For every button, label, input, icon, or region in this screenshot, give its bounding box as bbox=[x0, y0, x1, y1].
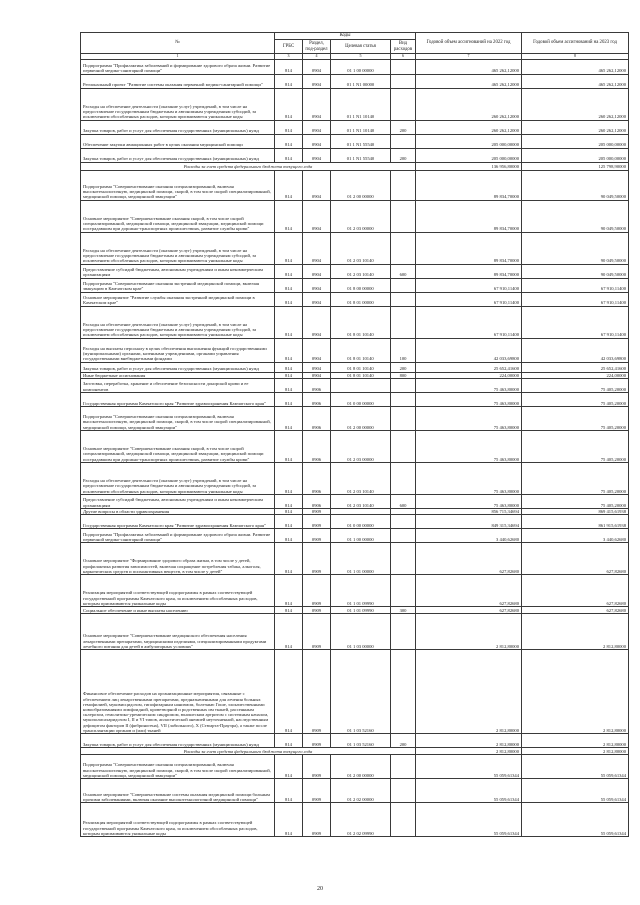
row-amount-2023: 3 440,62680 bbox=[522, 529, 629, 543]
row-target-article: 01 8 01 00000 bbox=[331, 292, 391, 306]
row-razdel: 0909 bbox=[303, 607, 331, 614]
row-name: Основное мероприятие "Совершенствование оказания скорой, в том числе скорой специализированной, медицинской помощи, медицинской эвакуации, медицинской помощи пострадавшим при дорожно-транспортных происшествиях, развитие службы крови" bbox=[81, 200, 275, 232]
row-expense-type bbox=[391, 430, 416, 462]
row-razdel: 0909 bbox=[303, 543, 331, 575]
row-expense-type bbox=[391, 650, 416, 734]
row-expense-type bbox=[391, 74, 416, 88]
row-target-article: 01 1 N1 00000 bbox=[331, 74, 391, 88]
row-grbs: 814 bbox=[275, 779, 303, 803]
row-expense-type bbox=[391, 378, 416, 392]
row-amount-2022: 2 812,80000 bbox=[416, 748, 522, 755]
budget-table bbox=[80, 32, 629, 837]
row-razdel: 0906 bbox=[303, 406, 331, 430]
header-grbs: ГРБС bbox=[275, 40, 303, 54]
row-amount-2023: 224,00000 bbox=[522, 372, 629, 378]
row-razdel: 0906 bbox=[303, 430, 331, 462]
row-amount-2023: 75 405,20000 bbox=[522, 378, 629, 392]
row-amount-2022: 205 000,00000 bbox=[416, 148, 522, 162]
row-expense-type: 200 bbox=[391, 734, 416, 748]
row-amount-2023: 75 405,20000 bbox=[522, 462, 629, 494]
row-amount-2022: 55 059,61344 bbox=[416, 779, 522, 803]
row-amount-2022: 260 262,12000 bbox=[416, 120, 522, 134]
row-name: Закупка товаров, работ и услуг для обеспечения государственных (муниципальных) нужд bbox=[81, 120, 275, 134]
row-name: Расходы на выплаты персоналу в целях обеспечения выполнения функций государственными (муниципальными) органами, казенными учреждениями, органами управления государственными внебюджетными фондами bbox=[81, 338, 275, 362]
row-target-article: 01 1 N1 55540 bbox=[331, 134, 391, 148]
row-name: Обеспечение закупки авиационных работ в целях оказания медицинской помощи bbox=[81, 134, 275, 148]
row-target-article: 01 2 03 10140 bbox=[331, 462, 391, 494]
row-target-article: 01 2 03 10140 bbox=[331, 232, 391, 264]
row-target-article: 01 8 01 10140 bbox=[331, 306, 391, 338]
table-body bbox=[81, 59, 629, 836]
row-grbs: 814 bbox=[275, 292, 303, 306]
row-target-article: 01 2 00 00000 bbox=[331, 170, 391, 200]
row-amount-2022: 465 262,12000 bbox=[416, 59, 522, 74]
row-expense-type bbox=[391, 515, 416, 529]
row-grbs: 814 bbox=[275, 74, 303, 88]
row-target-article: 01 1 N1 10140 bbox=[331, 88, 391, 120]
table-row bbox=[81, 170, 629, 200]
row-amount-2022: 75 463,80000 bbox=[416, 430, 522, 462]
table-row bbox=[81, 515, 629, 529]
row-amount-2022: 55 059,61344 bbox=[416, 755, 522, 779]
row-target-article: 01 2 02 00000 bbox=[331, 779, 391, 803]
row-name: Заготовка, переработка, хранение и обеспечение безопасности донорской крови и ее компонентов bbox=[81, 378, 275, 392]
table-row bbox=[81, 755, 629, 779]
row-grbs: 814 bbox=[275, 338, 303, 362]
row-amount-2022: 856 715,34694 bbox=[416, 508, 522, 514]
row-target-article: 01 1 01 09990 bbox=[331, 607, 391, 614]
row-razdel: 0904 bbox=[303, 278, 331, 292]
header-name: № bbox=[81, 33, 275, 54]
row-name: Подпрограмма "Профилактика заболеваний и формирование здорового образа жизни. Развитие первичной медико-санитарной помощи" bbox=[81, 59, 275, 74]
row-amount-2022: 627,82680 bbox=[416, 607, 522, 614]
row-grbs: 814 bbox=[275, 88, 303, 120]
row-grbs: 814 bbox=[275, 734, 303, 748]
table-row bbox=[81, 650, 629, 734]
row-target-article: 01 0 00 00000 bbox=[331, 515, 391, 529]
row-razdel: 0904 bbox=[303, 200, 331, 232]
row-name: Основное мероприятие "Формирование здорового образа жизни, в том числе у детей, профилактика развития зависимостей, включая сокращение потребления табака, алкоголя, наркотических средств и психоактивных веществ, в том числе у детей" bbox=[81, 543, 275, 575]
row-amount-2023: 627,82680 bbox=[522, 543, 629, 575]
table-row bbox=[81, 803, 629, 837]
row-target-article: 01 1 03 52160 bbox=[331, 734, 391, 748]
row-razdel: 0909 bbox=[303, 803, 331, 837]
table-row bbox=[81, 264, 629, 278]
row-amount-2023: 42 033,69800 bbox=[522, 338, 629, 362]
row-target-article: 01 2 00 00000 bbox=[331, 755, 391, 779]
row-expense-type: 600 bbox=[391, 264, 416, 278]
row-grbs: 814 bbox=[275, 650, 303, 734]
row-amount-2023: 627,82680 bbox=[522, 575, 629, 607]
row-amount-2023: 205 000,00000 bbox=[522, 148, 629, 162]
row-razdel: 0909 bbox=[303, 508, 331, 514]
row-grbs: 814 bbox=[275, 462, 303, 494]
row-expense-type bbox=[391, 232, 416, 264]
row-amount-2022: 205 000,00000 bbox=[416, 134, 522, 148]
table-row bbox=[81, 430, 629, 462]
row-target-article bbox=[331, 378, 391, 392]
funding-source-row bbox=[81, 162, 629, 170]
column-number: 7 bbox=[416, 54, 522, 60]
row-amount-2023: 90 049,50000 bbox=[522, 200, 629, 232]
row-amount-2022: 3 440,62680 bbox=[416, 529, 522, 543]
row-amount-2022: 627,82680 bbox=[416, 575, 522, 607]
row-razdel: 0904 bbox=[303, 292, 331, 306]
row-razdel: 0909 bbox=[303, 734, 331, 748]
row-expense-type: 100 bbox=[391, 338, 416, 362]
table-row bbox=[81, 232, 629, 264]
row-amount-2022: 2 812,80000 bbox=[416, 650, 522, 734]
row-razdel: 0904 bbox=[303, 59, 331, 74]
row-amount-2022: 89 834,70000 bbox=[416, 170, 522, 200]
row-razdel: 0909 bbox=[303, 529, 331, 543]
row-razdel: 0906 bbox=[303, 494, 331, 508]
row-name: Основное мероприятие "Совершенствование медицинского обеспечения населения лекарственными препаратами, медицинскими изделиями, специализированными продуктами лечебного питания для детей в амбулаторных условиях" bbox=[81, 614, 275, 650]
header-razdel: Раздел, под-раздел bbox=[303, 40, 331, 54]
row-amount-2023: 465 262,12000 bbox=[522, 74, 629, 88]
funding-source-row bbox=[81, 748, 629, 755]
row-expense-type bbox=[391, 575, 416, 607]
table-row bbox=[81, 292, 629, 306]
row-razdel: 0906 bbox=[303, 378, 331, 392]
table-row bbox=[81, 278, 629, 292]
row-grbs: 814 bbox=[275, 120, 303, 134]
row-amount-2023: 125 798,90000 bbox=[522, 162, 629, 170]
row-name: Финансовое обеспечение расходов на организационные мероприятия, связанные с обеспечением лиц лекарственными препаратами, предназначенными для лечения больных гемофилией, муковисцидозом, гипофизарным нанизмом, болезнью Гоше, злокачественными новообразованиями лимфоидной, кроветворной и родственных им тканей, рассеянным склерозом, гемолитико-уремическим синдромом, юношеским артритом с системным началом, мукополисахаридозом I, II и VI типов, апластической анемией неуточненной, наследственным дефицитом факторов II (фибриногена), VII (лабильного), X (Стюарта-Прауэра), а также после трансплантации органов и (или) тканей bbox=[81, 650, 275, 734]
row-expense-type bbox=[391, 306, 416, 338]
row-amount-2022: 75 463,80000 bbox=[416, 462, 522, 494]
row-expense-type: 200 bbox=[391, 148, 416, 162]
table-row bbox=[81, 406, 629, 430]
row-expense-type bbox=[391, 406, 416, 430]
row-razdel: 0904 bbox=[303, 306, 331, 338]
row-expense-type bbox=[391, 755, 416, 779]
row-amount-2022: 89 834,70000 bbox=[416, 264, 522, 278]
row-amount-2023: 75 405,20000 bbox=[522, 406, 629, 430]
row-amount-2022: 849 315,34694 bbox=[416, 515, 522, 529]
row-expense-type bbox=[391, 543, 416, 575]
table-row bbox=[81, 200, 629, 232]
header-2022: Годовой объем ассигнований на 2022 год bbox=[416, 33, 522, 54]
row-name: Закупка товаров, работ и услуг для обеспечения государственных (муниципальных) нужд bbox=[81, 148, 275, 162]
row-expense-type bbox=[391, 529, 416, 543]
row-expense-type bbox=[391, 462, 416, 494]
header-2023: Годовой объем ассигнований на 2023 год bbox=[522, 33, 629, 54]
row-amount-2023: 627,82680 bbox=[522, 607, 629, 614]
row-name: Расходы за счет средств федерального бюджета текущего года bbox=[81, 748, 416, 755]
row-amount-2023: 260 262,12000 bbox=[522, 88, 629, 120]
row-amount-2022: 89 834,70000 bbox=[416, 200, 522, 232]
row-amount-2023: 25 652,41600 bbox=[522, 362, 629, 372]
table-row bbox=[81, 529, 629, 543]
row-razdel: 0904 bbox=[303, 120, 331, 134]
row-amount-2022: 2 812,80000 bbox=[416, 734, 522, 748]
row-name: Государственная программа Камчатского края "Развитие здравоохранения Камчатского края" bbox=[81, 515, 275, 529]
row-target-article: 01 2 03 00000 bbox=[331, 200, 391, 232]
row-grbs: 814 bbox=[275, 148, 303, 162]
row-razdel: 0904 bbox=[303, 264, 331, 278]
row-expense-type bbox=[391, 88, 416, 120]
row-amount-2023: 67 910,11400 bbox=[522, 306, 629, 338]
row-expense-type bbox=[391, 134, 416, 148]
row-target-article: 01 1 03 00000 bbox=[331, 614, 391, 650]
row-target-article: 01 2 03 00000 bbox=[331, 430, 391, 462]
column-number: 1 bbox=[81, 54, 275, 60]
row-name: Предоставление субсидий бюджетным, автономным учреждениям и иным некоммерческим организациям bbox=[81, 494, 275, 508]
row-amount-2023: 260 262,12000 bbox=[522, 120, 629, 134]
row-grbs: 814 bbox=[275, 508, 303, 514]
row-razdel: 0904 bbox=[303, 74, 331, 88]
header-vr: Вид расходов bbox=[391, 40, 416, 54]
row-amount-2022: 42 033,69800 bbox=[416, 338, 522, 362]
header-csr: Целевая статья bbox=[331, 40, 391, 54]
row-name: Подпрограмма "Совершенствование оказания специализированной, включая высокотехнологичную, медицинской помощи, скорой, в том числе скорой специализированной, медицинской помощи, медицинской эвакуации" bbox=[81, 406, 275, 430]
row-grbs: 814 bbox=[275, 170, 303, 200]
row-grbs: 814 bbox=[275, 607, 303, 614]
row-amount-2023: 2 812,80000 bbox=[522, 614, 629, 650]
row-name: Подпрограмма "Совершенствование оказания специализированной, включая высокотехнологичную, медицинской помощи, скорой, в том числе скорой специализированной, медицинской помощи, медицинской эвакуации" bbox=[81, 755, 275, 779]
row-target-article: 01 2 00 00000 bbox=[331, 406, 391, 430]
row-target-article: 01 8 00 00000 bbox=[331, 278, 391, 292]
table-row bbox=[81, 734, 629, 748]
row-razdel: 0904 bbox=[303, 170, 331, 200]
row-target-article: 01 1 00 00000 bbox=[331, 529, 391, 543]
row-name: Закупка товаров, работ и услуг для обеспечения государственных (муниципальных) нужд bbox=[81, 734, 275, 748]
row-amount-2023: 75 405,20000 bbox=[522, 430, 629, 462]
row-amount-2022: 75 463,80000 bbox=[416, 494, 522, 508]
row-amount-2023: 75 405,20000 bbox=[522, 392, 629, 406]
row-target-article: 01 1 03 52160 bbox=[331, 650, 391, 734]
row-amount-2023: 55 059,61344 bbox=[522, 779, 629, 803]
table-row bbox=[81, 88, 629, 120]
row-amount-2022: 75 463,80000 bbox=[416, 406, 522, 430]
table-row bbox=[81, 134, 629, 148]
row-expense-type bbox=[391, 278, 416, 292]
row-name: Закупка товаров, работ и услуг для обеспечения государственных (муниципальных) нужд bbox=[81, 362, 275, 372]
row-name: Расходы за счет средств федерального бюджета текущего года bbox=[81, 162, 416, 170]
row-target-article: 01 8 01 10140 bbox=[331, 362, 391, 372]
table-row bbox=[81, 74, 629, 88]
row-amount-2023: 90 049,50000 bbox=[522, 264, 629, 278]
row-target-article: 01 1 N1 10140 bbox=[331, 120, 391, 134]
row-razdel: 0909 bbox=[303, 575, 331, 607]
row-target-article: 01 2 03 10140 bbox=[331, 264, 391, 278]
row-expense-type bbox=[391, 200, 416, 232]
table-row bbox=[81, 614, 629, 650]
row-grbs: 814 bbox=[275, 232, 303, 264]
row-grbs: 814 bbox=[275, 372, 303, 378]
row-razdel: 0906 bbox=[303, 392, 331, 406]
table-row bbox=[81, 338, 629, 362]
row-expense-type: 300 bbox=[391, 607, 416, 614]
table-row bbox=[81, 462, 629, 494]
column-number: 6 bbox=[391, 54, 416, 60]
row-razdel: 0904 bbox=[303, 338, 331, 362]
row-grbs: 814 bbox=[275, 406, 303, 430]
table-row bbox=[81, 378, 629, 392]
row-grbs: 814 bbox=[275, 803, 303, 837]
row-grbs: 814 bbox=[275, 755, 303, 779]
row-razdel: 0904 bbox=[303, 148, 331, 162]
row-expense-type bbox=[391, 779, 416, 803]
row-name: Расходы на обеспечение деятельности (оказание услуг) учреждений, в том числе на предоставление государственным бюджетным и автономным учреждениям субсидий, за исключением обособленных расходов, которым присваиваются уникальные коды bbox=[81, 462, 275, 494]
row-name: Расходы на обеспечение деятельности (оказание услуг) учреждений, в том числе на предоставление государственным бюджетным и автономным учреждениям субсидий, за исключением обособленных расходов, которым присваиваются уникальные коды bbox=[81, 232, 275, 264]
table-row bbox=[81, 543, 629, 575]
row-grbs: 814 bbox=[275, 134, 303, 148]
row-target-article: 01 2 03 10140 bbox=[331, 494, 391, 508]
row-grbs: 814 bbox=[275, 392, 303, 406]
row-grbs: 814 bbox=[275, 575, 303, 607]
row-razdel: 0904 bbox=[303, 362, 331, 372]
row-amount-2023: 55 059,61344 bbox=[522, 803, 629, 837]
row-expense-type: 200 bbox=[391, 362, 416, 372]
row-amount-2022: 25 652,41600 bbox=[416, 362, 522, 372]
table-row bbox=[81, 306, 629, 338]
row-razdel: 0904 bbox=[303, 88, 331, 120]
column-number: 5 bbox=[331, 54, 391, 60]
row-amount-2022: 260 262,12000 bbox=[416, 88, 522, 120]
table-row bbox=[81, 148, 629, 162]
column-number: 8 bbox=[522, 54, 629, 60]
row-grbs: 814 bbox=[275, 278, 303, 292]
row-name: Государственная программа Камчатского края "Развитие здравоохранения Камчатского края" bbox=[81, 392, 275, 406]
row-razdel: 0909 bbox=[303, 755, 331, 779]
row-grbs: 814 bbox=[275, 430, 303, 462]
row-amount-2022: 75 463,80000 bbox=[416, 378, 522, 392]
row-amount-2023: 869 415,61938 bbox=[522, 508, 629, 514]
row-name: Подпрограмма "Профилактика заболеваний и формирование здорового образа жизни. Развитие первичной медико-санитарной помощи" bbox=[81, 529, 275, 543]
row-target-article: 01 1 01 00000 bbox=[331, 543, 391, 575]
row-grbs: 814 bbox=[275, 543, 303, 575]
row-target-article: 01 2 02 09990 bbox=[331, 803, 391, 837]
header-codes: Коды bbox=[275, 33, 416, 40]
row-name: Реализация мероприятий соответствующей подпрограммы в рамках соответствующей государственной программы Камчатского края, за исключением обособленных расходов, которым присваиваются уникальные коды bbox=[81, 575, 275, 607]
row-amount-2023: 205 000,00000 bbox=[522, 134, 629, 148]
row-amount-2023: 2 812,80000 bbox=[522, 734, 629, 748]
row-name: Основное мероприятие "Совершенствование системы оказания медицинской помощи больным прочими заболеваниями, включая оказание высокотехнологичной медицинской помощи" bbox=[81, 779, 275, 803]
row-expense-type bbox=[391, 59, 416, 74]
row-amount-2022: 67 910,11400 bbox=[416, 292, 522, 306]
table-row bbox=[81, 392, 629, 406]
row-expense-type bbox=[391, 803, 416, 837]
page-number: 20 bbox=[317, 886, 323, 892]
row-name: Подпрограмма "Совершенствование оказания экстренной медицинской помощи, включая эвакуацию в Камчатском крае" bbox=[81, 278, 275, 292]
row-amount-2022: 67 910,11400 bbox=[416, 306, 522, 338]
table-row bbox=[81, 120, 629, 134]
row-razdel: 0909 bbox=[303, 779, 331, 803]
column-number: 3 bbox=[275, 54, 303, 60]
row-amount-2022: 465 262,12000 bbox=[416, 74, 522, 88]
row-amount-2022: 75 463,80000 bbox=[416, 392, 522, 406]
row-amount-2022: 224,00000 bbox=[416, 372, 522, 378]
row-razdel: 0909 bbox=[303, 515, 331, 529]
row-amount-2023: 861 915,61938 bbox=[522, 515, 629, 529]
row-expense-type: 600 bbox=[391, 494, 416, 508]
table-row bbox=[81, 59, 629, 74]
row-amount-2023: 67 910,11400 bbox=[522, 278, 629, 292]
row-grbs: 814 bbox=[275, 362, 303, 372]
row-razdel: 0909 bbox=[303, 650, 331, 734]
table-row bbox=[81, 779, 629, 803]
row-amount-2023: 2 812,80000 bbox=[522, 748, 629, 755]
row-name: Иные бюджетные ассигнования bbox=[81, 372, 275, 378]
row-name: Предоставление субсидий бюджетным, автономным учреждениям и иным некоммерческим организациям bbox=[81, 264, 275, 278]
row-name: Социальное обеспечение и иные выплаты населению bbox=[81, 607, 275, 614]
row-expense-type bbox=[391, 170, 416, 200]
row-amount-2022: 627,82680 bbox=[416, 543, 522, 575]
row-razdel: 0909 bbox=[303, 614, 331, 650]
row-amount-2022: 89 834,70000 bbox=[416, 232, 522, 264]
row-amount-2022: 2 812,80000 bbox=[416, 614, 522, 650]
row-name: Расходы на обеспечение деятельности (оказание услуг) учреждений, в том числе на предоставление государственным бюджетным и автономным учреждениям субсидий, за исключением обособленных расходов, которым присваиваются уникальные коды bbox=[81, 88, 275, 120]
row-amount-2022: 55 059,61344 bbox=[416, 803, 522, 837]
row-razdel: 0906 bbox=[303, 462, 331, 494]
row-amount-2023: 90 049,50000 bbox=[522, 232, 629, 264]
row-grbs: 814 bbox=[275, 200, 303, 232]
table-row bbox=[81, 494, 629, 508]
row-amount-2022: 136 956,80000 bbox=[416, 162, 522, 170]
row-name: Расходы на обеспечение деятельности (оказание услуг) учреждений, в том числе на предоставление государственным бюджетным и автономным учреждениям субсидий, за исключением обособленных расходов, которым присваиваются уникальные коды bbox=[81, 306, 275, 338]
row-grbs: 814 bbox=[275, 494, 303, 508]
table-row bbox=[81, 575, 629, 607]
table-row bbox=[81, 362, 629, 372]
row-target-article: 01 8 01 10140 bbox=[331, 372, 391, 378]
row-amount-2023: 75 405,20000 bbox=[522, 494, 629, 508]
row-target-article: 01 1 00 00000 bbox=[331, 59, 391, 74]
row-target-article: 01 8 01 10140 bbox=[331, 338, 391, 362]
row-grbs: 814 bbox=[275, 264, 303, 278]
row-grbs: 814 bbox=[275, 306, 303, 338]
row-amount-2023: 2 812,80000 bbox=[522, 650, 629, 734]
row-amount-2023: 55 059,61344 bbox=[522, 755, 629, 779]
row-name: Другие вопросы в области здравоохранения bbox=[81, 508, 275, 514]
row-razdel: 0904 bbox=[303, 134, 331, 148]
row-name: Реализация мероприятий соответствующей подпрограммы в рамках соответствующей государственной программы Камчатского края, за исключением обособленных расходов, которым присваиваются уникальные коды bbox=[81, 803, 275, 837]
row-name: Региональный проект "Развитие системы оказания первичной медико-санитарной помощи" bbox=[81, 74, 275, 88]
row-target-article: 01 1 N1 55540 bbox=[331, 148, 391, 162]
column-number: 4 bbox=[303, 54, 331, 60]
row-expense-type bbox=[391, 614, 416, 650]
row-grbs: 814 bbox=[275, 614, 303, 650]
row-name: Основное мероприятие "Развитие службы оказания экстренной медицинской помощи в Камчатском крае" bbox=[81, 292, 275, 306]
row-amount-2023: 90 049,50000 bbox=[522, 170, 629, 200]
row-expense-type: 800 bbox=[391, 372, 416, 378]
row-expense-type bbox=[391, 392, 416, 406]
row-target-article: 01 1 01 09990 bbox=[331, 575, 391, 607]
row-amount-2023: 465 262,12000 bbox=[522, 59, 629, 74]
row-grbs: 814 bbox=[275, 515, 303, 529]
row-grbs: 814 bbox=[275, 59, 303, 74]
row-amount-2022: 67 910,11400 bbox=[416, 278, 522, 292]
row-grbs: 814 bbox=[275, 378, 303, 392]
row-expense-type bbox=[391, 292, 416, 306]
row-razdel: 0904 bbox=[303, 232, 331, 264]
row-target-article: 01 0 00 00000 bbox=[331, 392, 391, 406]
row-grbs: 814 bbox=[275, 529, 303, 543]
table-header bbox=[81, 33, 629, 60]
row-amount-2023: 67 910,11400 bbox=[522, 292, 629, 306]
row-name: Основное мероприятие "Совершенствование оказания скорой, в том числе скорой специализированной, медицинской помощи, медицинской эвакуации, медицинской помощи пострадавшим при дорожно-транспортных происшествиях, развитие службы крови" bbox=[81, 430, 275, 462]
row-expense-type: 200 bbox=[391, 120, 416, 134]
row-name: Подпрограмма "Совершенствование оказания специализированной, включая высокотехнологичную, медицинской помощи, скорой, в том числе скорой специализированной, медицинской помощи, медицинской эвакуации" bbox=[81, 170, 275, 200]
table-row bbox=[81, 607, 629, 614]
row-razdel: 0904 bbox=[303, 372, 331, 378]
